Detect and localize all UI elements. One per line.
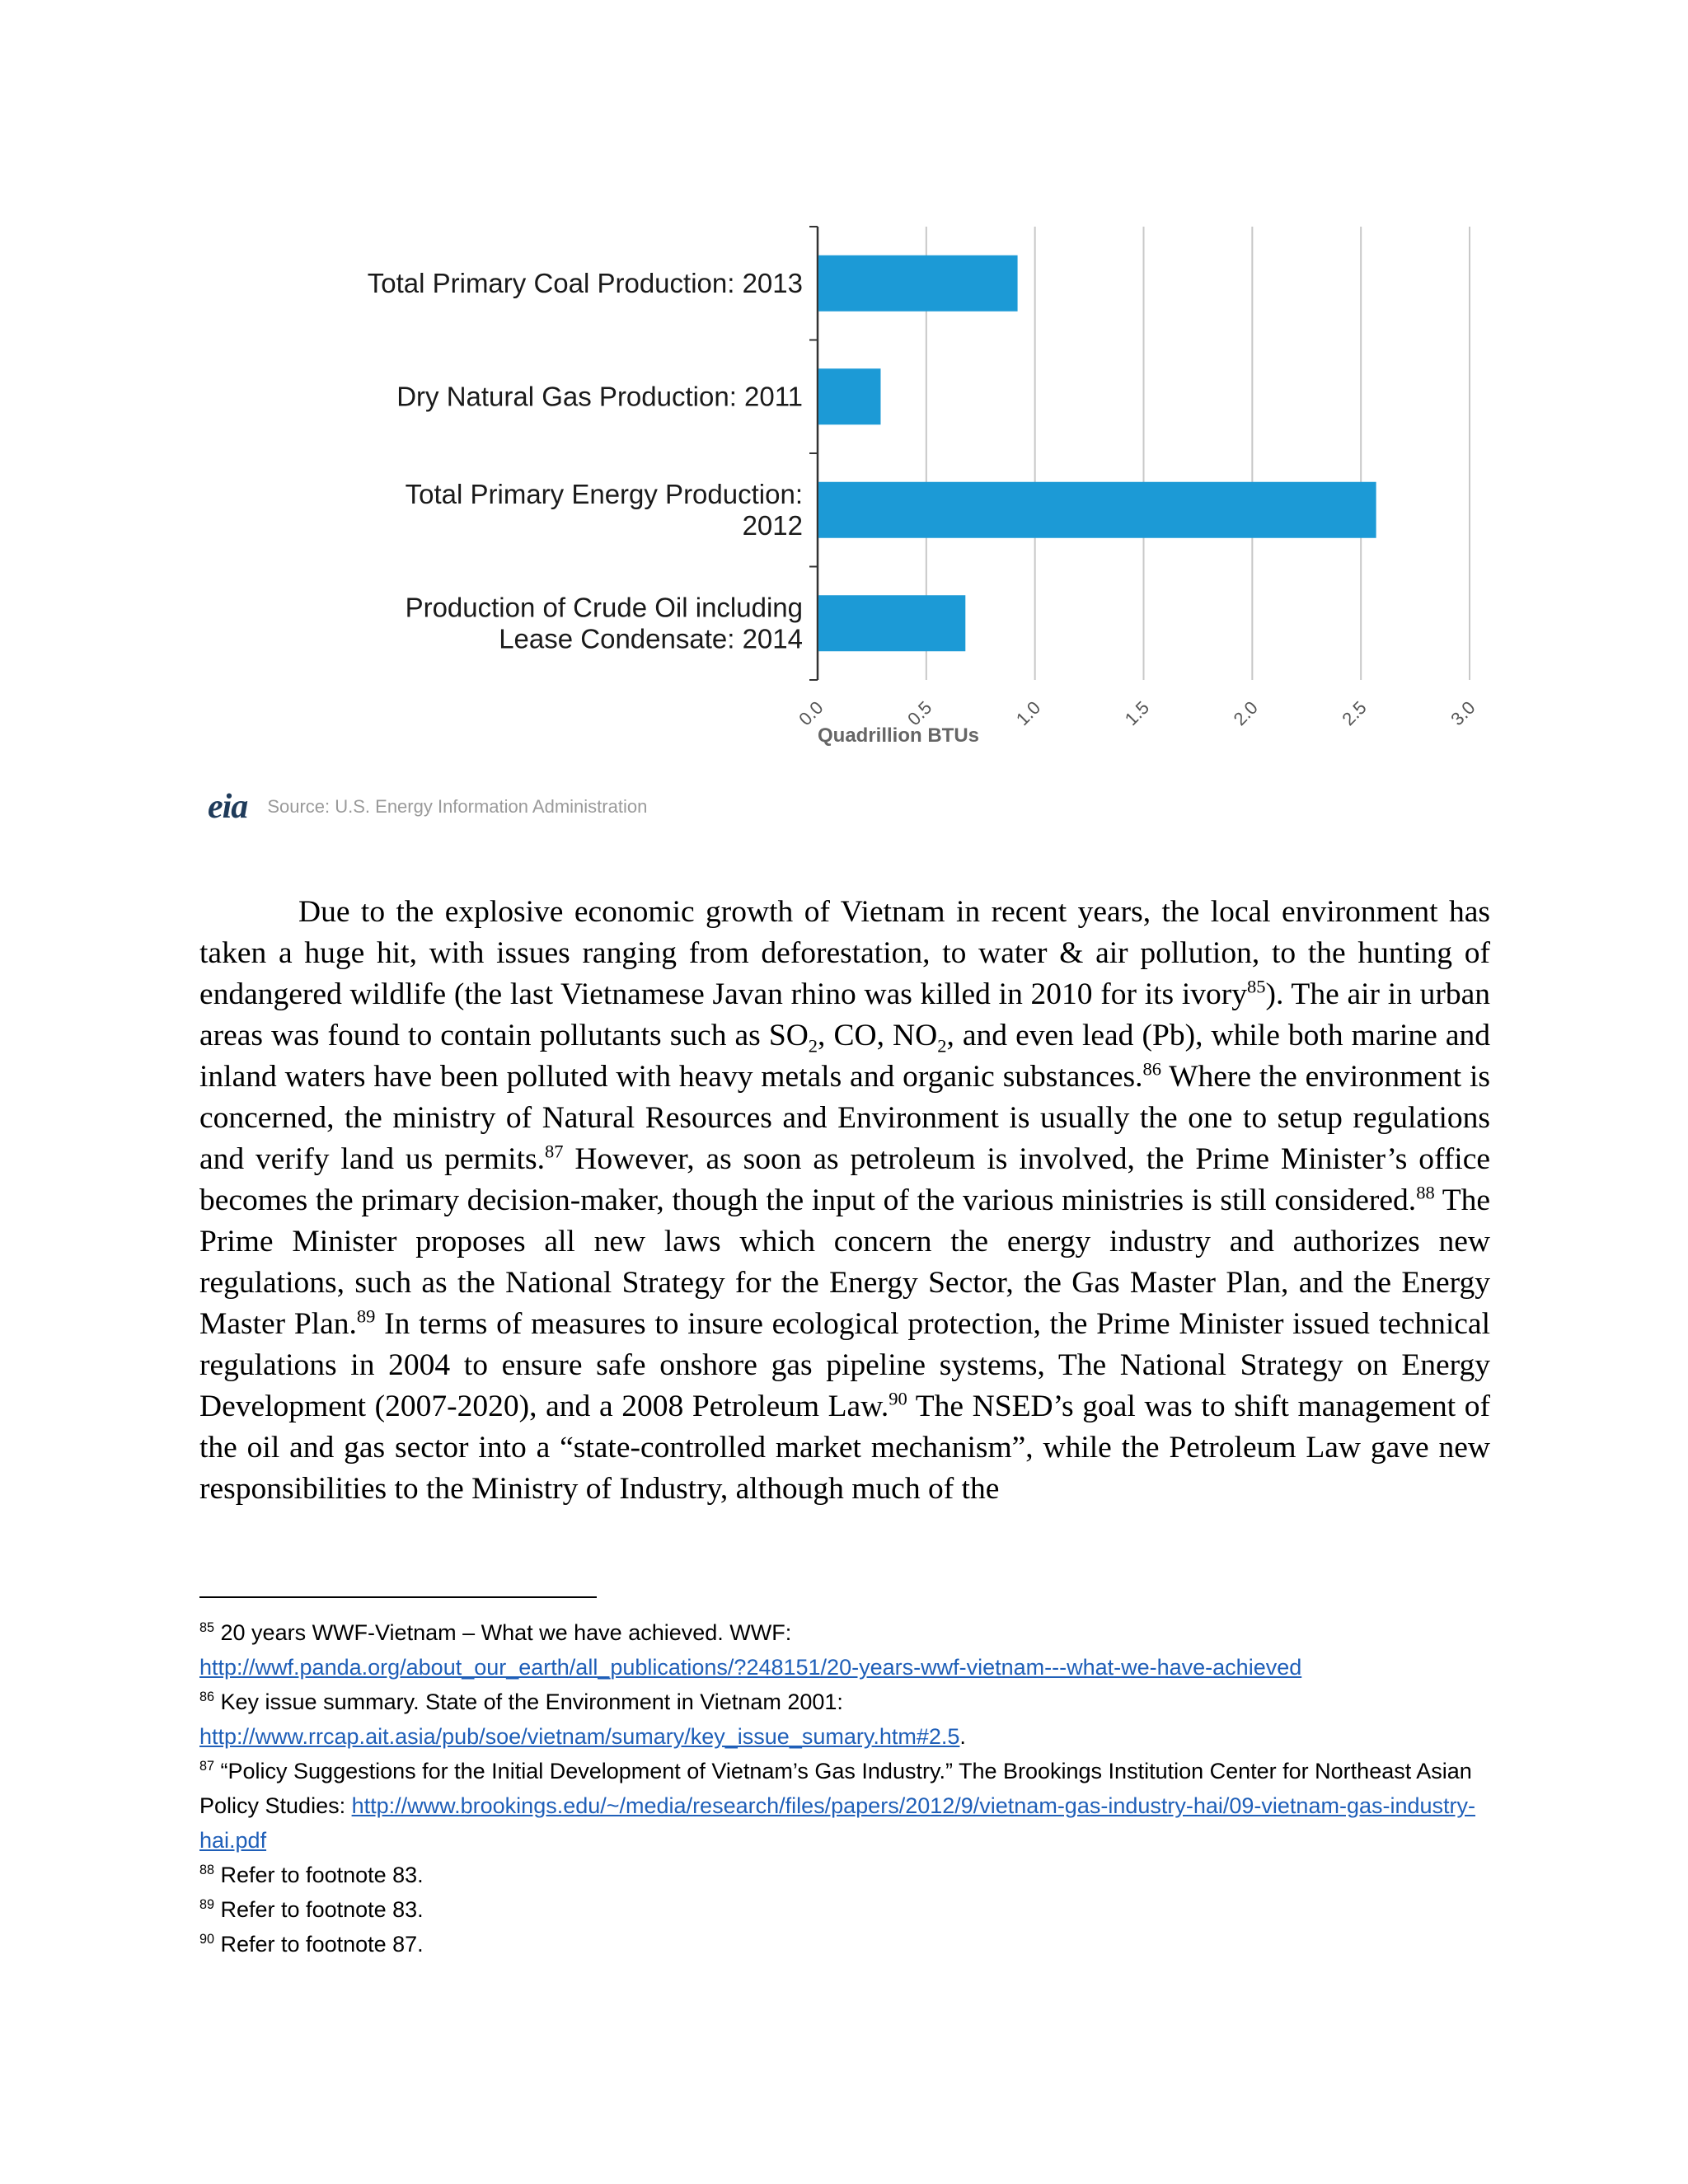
- body-paragraph: Due to the explosive economic growth of Vietnam in recent years, the local environment has taken a huge hit, with issues ranging from deforestation, to water & air pollution, to the hunting of endangered wildlife (the last Vietnamese Javan rhino was killed in 2010 for its ivory$^{85}$). The air in urban areas was found to contain pollutants such as $SO_2$, CO, $NO_2$, and even lead (Pb), while both marine and inland waters have been polluted with heavy metals and organic substances.$^{86}$ Where the environment is concerned, the ministry of Natural Resources and Environment is usually the one to setup regulations and verify land us permits.$^{87}$ However, as soon as petroleum is involved, the Prime Minister’s office becomes the primary decision-maker, though the input of the various ministries is still considered.$^{88}$ The Prime Minister proposes all new laws which concern the energy industry and authorizes new regulations, such as the National Strategy for the Energy Sector, the Gas Master Plan, and the Energy Master Plan.$^{89}$ In terms of measures to insure ecological protection, the Prime Minister issued technical regulations in 2004 to ensure safe onshore gas pipeline systems, The National Strategy on Energy Development (2007-2020), and a 2008 Petroleum Law.$^{90}$ The NSED’s goal was to shift management of the oil and gas sector into a “state-controlled market mechanism”, while the Petroleum Law gave new responsibilities to the Ministry of Industry, although much of the: [199, 895, 1490, 1506]
- footnote-87-link[interactable]: http://www.brookings.edu/~/media/research/files/papers/2012/9/vietnam-gas-industry-hai/09-vietnam-gas-industry-hai.pdf: [199, 1793, 1476, 1853]
- bar-2: [818, 482, 1376, 538]
- category-label-3: Production of Crude Oil including: [405, 592, 803, 623]
- footnote-ref-87[interactable]: 87: [544, 1141, 564, 1162]
- category-label-2: Total Primary Energy Production:: [405, 478, 803, 509]
- category-label-2: 2012: [742, 509, 803, 541]
- footnote-87: $^{87}$ “Policy Suggestions for the Initial Development of Vietnam’s Gas Industry.” The Brookings Institution Center for Northeast Asian Policy Studies: http://www.brookings.edu/~/media/research/files/papers/2012/9/vietnam-gas-industry-hai/09-vietnam-gas-industry-hai.pdf: [199, 1759, 1476, 1853]
- tick-label-0.0: 0.0: [795, 696, 828, 730]
- category-label-0: Total Primary Coal Production: 2013: [367, 267, 803, 298]
- footnote-ref-86[interactable]: 86: [1142, 1058, 1161, 1080]
- footnote-ref-90[interactable]: 90: [889, 1388, 907, 1409]
- footnote-89: $^{89}$ Refer to footnote 83.: [199, 1897, 424, 1922]
- chart-svg: [198, 214, 1484, 791]
- bar-1: [818, 368, 880, 424]
- footnote-88: $^{88}$ Refer to footnote 83.: [199, 1863, 424, 1887]
- bar-3: [818, 595, 965, 651]
- tick-label-2.5: 2.5: [1338, 696, 1371, 730]
- footnote-86: $^{86}$ Key issue summary. State of the Environment in Vietnam 2001: http://www.rrcap.ait.asia/pub/soe/vietnam/sumary/key_issue_sumary.htm#2.5.: [199, 1690, 966, 1749]
- footnote-divider: [199, 1596, 597, 1598]
- footnote-ref-89[interactable]: 89: [356, 1305, 376, 1327]
- footnote-85-link[interactable]: http://wwf.panda.org/about_our_earth/all_publications/?248151/20-years-wwf-vietnam---what-we-have-achieved: [199, 1655, 1302, 1680]
- bar-chart: [198, 214, 1484, 841]
- footnote-ref-85[interactable]: 85: [1247, 976, 1266, 997]
- footnote-86-link[interactable]: http://www.rrcap.ait.asia/pub/soe/vietnam/sumary/key_issue_sumary.htm#2.5: [199, 1724, 960, 1749]
- chart-source: [208, 787, 647, 827]
- tick-label-3.0: 3.0: [1447, 696, 1479, 730]
- source-text: Source: U.S. Energy Information Administration: [267, 796, 648, 817]
- tick-label-2.0: 2.0: [1229, 696, 1262, 730]
- category-label-1: Dry Natural Gas Production: 2011: [396, 381, 803, 412]
- bar-0: [818, 255, 1018, 312]
- tick-label-0.5: 0.5: [903, 696, 936, 730]
- x-axis-title: Quadrillion BTUs: [818, 724, 980, 747]
- footnote-90: $^{90}$ Refer to footnote 87.: [199, 1932, 424, 1957]
- footnote-ref-88[interactable]: 88: [1416, 1182, 1435, 1203]
- footnote-85: $^{85}$ 20 years WWF-Vietnam – What we have achieved. WWF: http://wwf.panda.org/about_our_earth/all_publications/?248151/20-years-wwf-vietnam---what-we-have-achieved: [199, 1620, 1302, 1680]
- tick-label-1.5: 1.5: [1120, 696, 1154, 730]
- category-label-3: Lease Condensate: 2014: [499, 623, 803, 654]
- eia-logo: eia: [208, 788, 248, 826]
- tick-label-1.0: 1.0: [1011, 696, 1045, 730]
- footnotes: [199, 1615, 1510, 1961]
